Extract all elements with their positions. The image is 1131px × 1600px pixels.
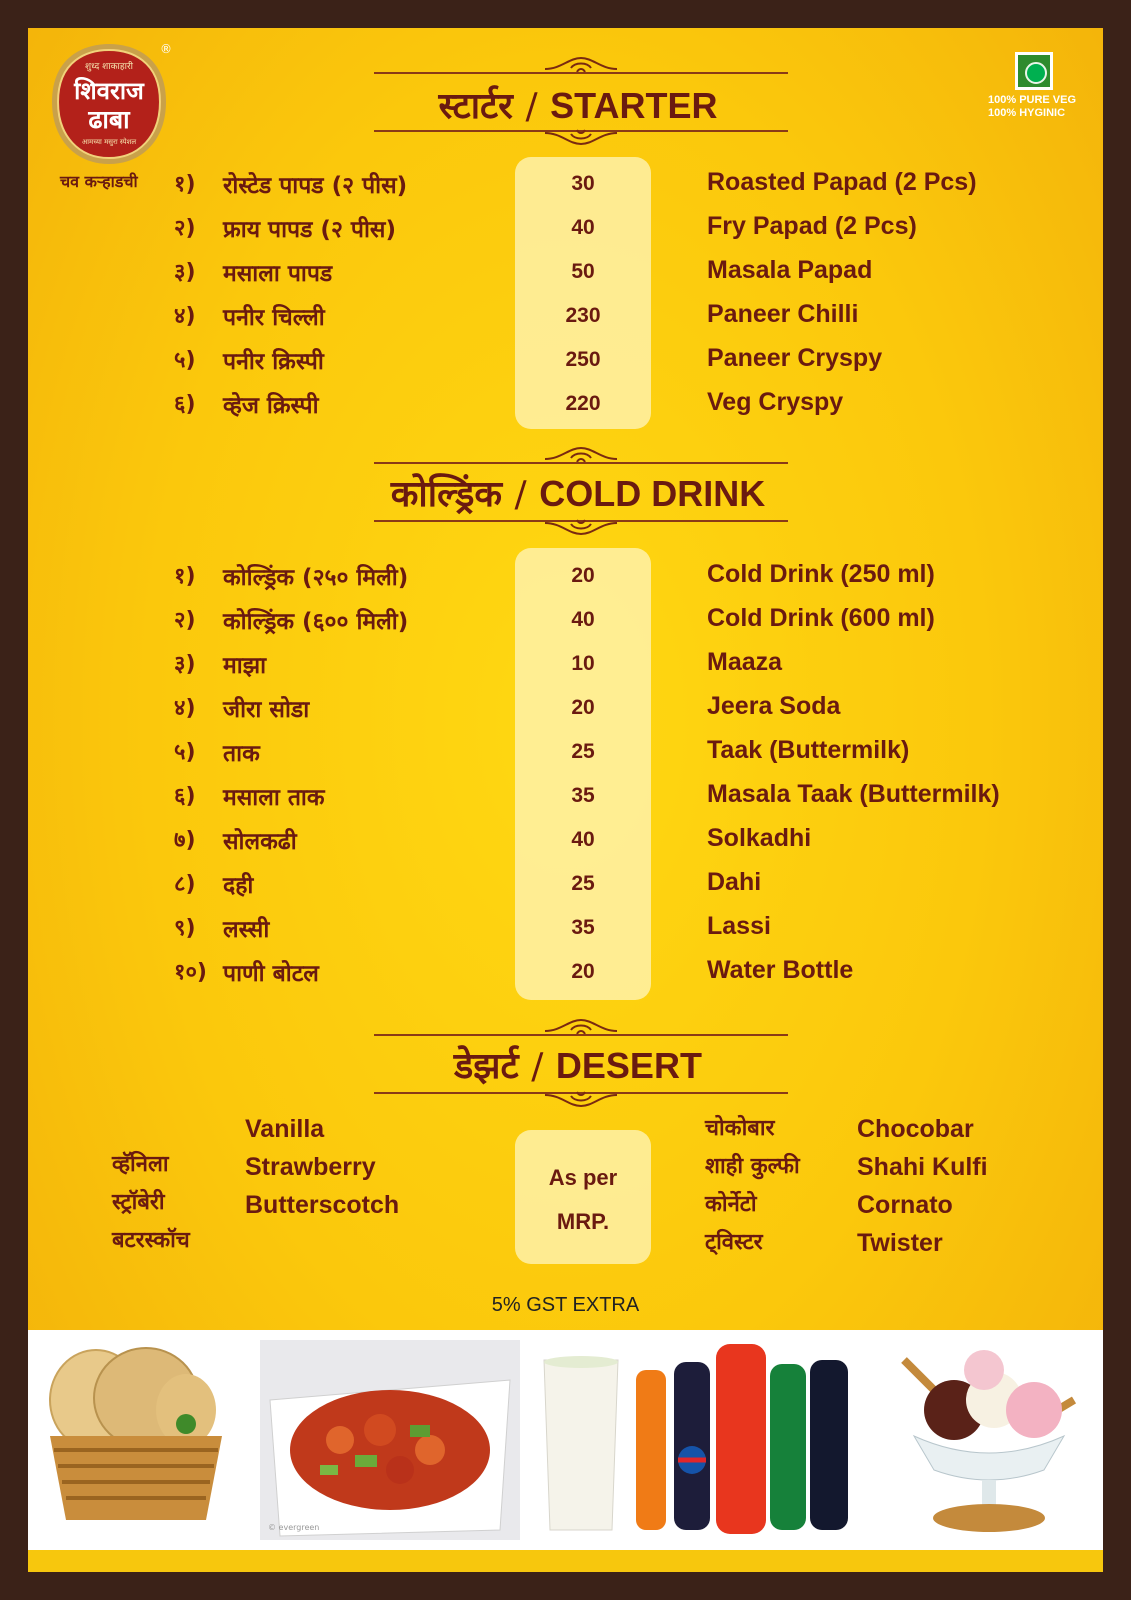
divider [374,72,788,74]
item-name-en: Jeera Soda [707,692,841,720]
item-number: ३) [174,652,196,677]
menu-item-row [28,912,1103,942]
dessert-item: व्हॅनिला [112,1152,169,1177]
item-name-en: Dahi [707,868,762,896]
dessert-item: ट्विस्टर [705,1230,763,1255]
paneer-chilli-image [260,1340,520,1540]
dessert-item: कोर्नेटो [705,1192,757,1217]
dessert-item: Shahi Kulfi [857,1153,988,1181]
dessert-item: Twister [857,1229,943,1257]
item-price: 35 [571,916,595,939]
item-price: 250 [565,348,601,371]
item-price: 50 [571,260,595,283]
tagline: चव कऱ्हाडची [60,172,138,191]
item-name-mr: फ्राय पापड (२ पीस) [223,217,396,243]
item-price: 25 [571,872,595,895]
item-number: ६) [174,784,196,809]
item-number: ५) [174,348,196,373]
item-name-en: Cold Drink (600 ml) [707,604,935,632]
dessert-right-en [857,1110,988,1262]
item-price: 30 [571,172,595,195]
item-number: १) [174,172,196,197]
section-title-starter [368,80,788,129]
item-number: ८) [174,872,196,897]
item-name-en: Lassi [707,912,771,940]
title-en: COLD DRINK [539,473,766,514]
menu-item-row [28,868,1103,898]
section-title-cold-drink [368,468,788,517]
menu-item-row [28,956,1103,986]
title-mr: कोल्ड्रिंक [390,473,502,514]
item-name-en: Solkadhi [707,824,812,852]
logo-line1: शिवराज [74,77,144,105]
item-name-en: Paneer Cryspy [707,344,883,372]
item-price: 40 [571,828,595,851]
item-price: 230 [565,304,601,327]
ice-cream-image [884,1340,1094,1540]
menu-item-row [28,344,1103,374]
item-name-mr: लस्सी [223,917,270,943]
item-name-mr: कोल्ड्रिंक (६०० मिली) [223,609,409,635]
item-name-en: Masala Papad [707,256,873,284]
dessert-price [515,1156,651,1244]
menu-item-row [28,648,1103,678]
title-mr: स्टार्टर [438,85,513,126]
gst-note: 5% GST EXTRA [491,1294,640,1316]
item-name-mr: सोलकढी [223,829,297,855]
divider [374,1034,788,1036]
menu-item-row [28,388,1103,418]
dessert-price-line2: MRP. [556,1209,610,1234]
title-sep: / [525,86,538,127]
dessert-item: बटरस्कॉच [112,1228,190,1253]
item-number: ३) [174,260,196,285]
item-price: 40 [571,608,595,631]
item-price: 20 [571,696,595,719]
dessert-item: चोकोबार [705,1116,775,1141]
item-name-mr: दही [223,873,254,899]
bottom-bar [28,1550,1103,1572]
item-name-en: Maaza [707,648,783,676]
dessert-right-mr [705,1110,800,1262]
veg-badge [988,94,1076,120]
menu-item-row [28,824,1103,854]
shivraj-dhaba-logo [48,42,170,166]
item-name-mr: जीरा सोडा [223,697,310,723]
veg-badge-line1: 100% PURE VEG [988,94,1077,106]
food-photo-strip [28,1330,1103,1550]
menu-item-row [28,780,1103,810]
item-number: ४) [174,696,196,721]
item-name-en: Roasted Papad (2 Pcs) [707,168,977,196]
item-number: १) [174,564,196,589]
photo-watermark: © evergreen [268,1523,320,1532]
item-name-en: Paneer Chilli [707,300,859,328]
section-title-desert [368,1040,788,1089]
divider [374,462,788,464]
logo-line2: ढाबा [88,105,130,134]
item-price: 40 [571,216,595,239]
ornament-icon [541,1088,621,1110]
item-name-mr: मसाला पापड [223,261,333,287]
menu-item-row [28,736,1103,766]
item-number: ७) [174,828,196,853]
menu-item-row [28,692,1103,722]
menu-page [28,28,1103,1572]
item-number: २) [174,608,196,633]
dessert-item: Cornato [857,1191,953,1219]
item-name-en: Veg Cryspy [707,388,844,416]
item-number: २) [174,216,196,241]
title-en: STARTER [550,85,718,126]
logo-bottom-text: आमच्या मसुरा स्पेशल [81,138,137,146]
item-number: १०) [174,960,207,985]
dessert-item: Vanilla [245,1115,325,1143]
dessert-item: Strawberry [245,1153,376,1181]
dessert-item: शाही कुल्फी [705,1154,800,1179]
item-name-mr: मसाला ताक [223,785,325,811]
dessert-price-line1: As per [548,1165,618,1190]
item-price: 10 [571,652,595,675]
menu-item-row [28,604,1103,634]
menu-item-row [28,256,1103,286]
item-name-mr: पनीर क्रिस्पी [223,349,324,375]
ornament-icon [541,126,621,148]
title-en: DESERT [555,1045,702,1086]
papad-basket-image [36,1340,236,1540]
item-price: 20 [571,564,595,587]
item-name-en: Fry Papad (2 Pcs) [707,212,917,240]
dessert-item: Butterscotch [245,1191,400,1219]
item-number: ९) [174,916,196,941]
menu-item-row [28,212,1103,242]
item-name-mr: कोल्ड्रिंक (२५० मिली) [223,565,409,591]
cold-drinks-image [538,1340,858,1540]
item-number: ६) [174,392,196,417]
item-name-mr: पनीर चिल्ली [223,305,325,331]
veg-symbol-icon [1015,52,1053,90]
item-price: 35 [571,784,595,807]
menu-item-row [28,168,1103,198]
item-price: 20 [571,960,595,983]
veg-badge-line2: 100% HYGINIC [988,107,1066,119]
item-name-mr: पाणी बोटल [223,961,319,987]
title-sep: / [531,1046,544,1087]
item-name-mr: व्हेज क्रिस्पी [223,393,319,419]
ornament-icon [541,516,621,538]
menu-item-row [28,560,1103,590]
dessert-left-mr [112,1146,190,1260]
item-number: ५) [174,740,196,765]
item-name-en: Masala Taak (Buttermilk) [707,780,1000,808]
item-number: ४) [174,304,196,329]
item-price: 25 [571,740,595,763]
title-mr: डेझर्ट [454,1045,519,1086]
registered-mark: ® [160,42,172,56]
item-name-mr: रोस्टेड पापड (२ पीस) [223,173,408,199]
dessert-left-en [245,1110,399,1224]
item-name-mr: माझा [223,653,267,679]
item-name-en: Taak (Buttermilk) [707,736,910,764]
item-name-en: Cold Drink (250 ml) [707,560,935,588]
title-sep: / [514,474,527,515]
dessert-item: Chocobar [857,1115,974,1143]
item-name-mr: ताक [223,741,260,767]
menu-item-row [28,300,1103,330]
dessert-item: स्ट्रॉबेरी [112,1190,165,1215]
item-price: 220 [565,392,601,415]
item-name-en: Water Bottle [707,956,854,984]
logo-top-text: शुध्द शाकाहारी [85,62,133,72]
